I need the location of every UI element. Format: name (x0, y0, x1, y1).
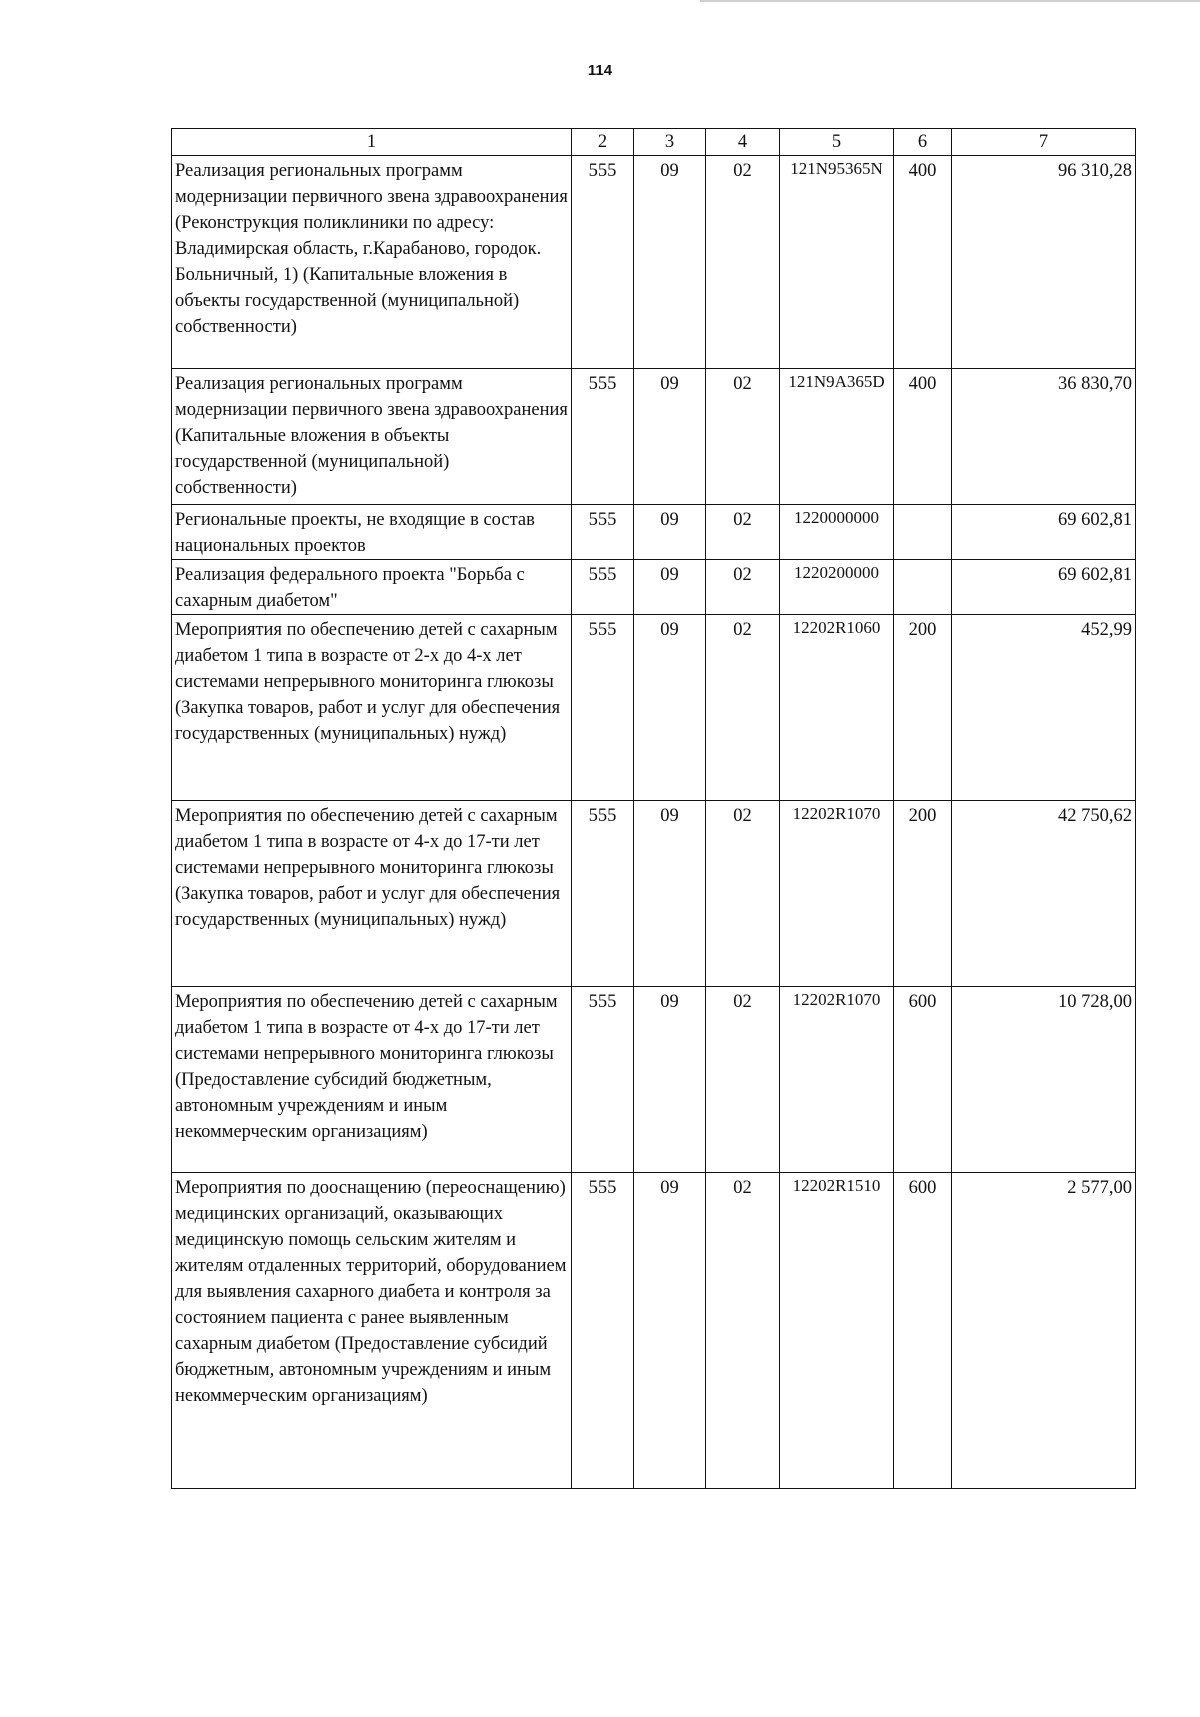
row-cell-7: 69 602,81 (952, 505, 1136, 560)
header-cell-1: 1 (172, 129, 572, 156)
header-cell-4: 4 (706, 129, 780, 156)
row-cell-5: 121N9A365D (780, 369, 894, 505)
row-name-cell: Реализация региональных программ модернизации первичного звена здравоохранения (Капитальные вложения в объекты государственной (муниципальной) собственности) (172, 369, 572, 505)
header-cell-5: 5 (780, 129, 894, 156)
row-cell-3: 09 (634, 1173, 706, 1489)
row-cell-6 (894, 560, 952, 615)
row-cell-5: 121N95365N (780, 156, 894, 369)
row-cell-4: 02 (706, 1173, 780, 1489)
row-cell-7: 36 830,70 (952, 369, 1136, 505)
row-name-cell: Мероприятия по обеспечению детей с сахарным диабетом 1 типа в возрасте от 4-х до 17-ти лет системами непрерывного мониторинга глюкозы (Предоставление субсидий бюджетным, автономным учреждениям и иным некоммерческим организациям) (172, 987, 572, 1173)
row-cell-5: 12202R1510 (780, 1173, 894, 1489)
row-cell-2: 555 (572, 505, 634, 560)
row-cell-4: 02 (706, 801, 780, 987)
row-cell-3: 09 (634, 505, 706, 560)
row-cell-5: 12202R1060 (780, 615, 894, 801)
table-row (172, 505, 1136, 560)
row-cell-4: 02 (706, 560, 780, 615)
header-cell-6: 6 (894, 129, 952, 156)
row-name-cell: Мероприятия по обеспечению детей с сахарным диабетом 1 типа в возрасте от 2-х до 4-х лет системами непрерывного мониторинга глюкозы (Закупка товаров, работ и услуг для обеспечения государственных (муниципальных) нужд) (172, 615, 572, 801)
row-cell-2: 555 (572, 156, 634, 369)
row-cell-7: 10 728,00 (952, 987, 1136, 1173)
row-cell-7: 452,99 (952, 615, 1136, 801)
header-row (172, 129, 1136, 156)
row-cell-6: 200 (894, 615, 952, 801)
header-cell-3: 3 (634, 129, 706, 156)
row-name-cell: Реализация федерального проекта "Борьба с сахарным диабетом" (172, 560, 572, 615)
row-name-cell: Реализация региональных программ модернизации первичного звена здравоохранения (Реконструкция поликлиники по адресу: Владимирская область, г.Карабаново, городок. Больничный, 1) (Капитальные вложения в объекты государственной (муниципальной) собственности) (172, 156, 572, 369)
row-cell-3: 09 (634, 156, 706, 369)
table-row (172, 1173, 1136, 1489)
scan-edge-line (700, 0, 1200, 2)
row-cell-7: 42 750,62 (952, 801, 1136, 987)
row-cell-4: 02 (706, 369, 780, 505)
row-cell-6: 400 (894, 156, 952, 369)
row-cell-2: 555 (572, 801, 634, 987)
row-cell-2: 555 (572, 615, 634, 801)
row-cell-6: 600 (894, 987, 952, 1173)
row-name-cell: Региональные проекты, не входящие в состав национальных проектов (172, 505, 572, 560)
header-cell-7: 7 (952, 129, 1136, 156)
row-cell-5: 1220200000 (780, 560, 894, 615)
row-cell-4: 02 (706, 615, 780, 801)
row-name-cell: Мероприятия по обеспечению детей с сахарным диабетом 1 типа в возрасте от 4-х до 17-ти лет системами непрерывного мониторинга глюкозы (Закупка товаров, работ и услуг для обеспечения государственных (муниципальных) нужд) (172, 801, 572, 987)
row-cell-4: 02 (706, 987, 780, 1173)
table-row (172, 987, 1136, 1173)
row-cell-2: 555 (572, 560, 634, 615)
row-cell-7: 69 602,81 (952, 560, 1136, 615)
row-cell-3: 09 (634, 987, 706, 1173)
row-cell-6: 600 (894, 1173, 952, 1489)
budget-table (171, 128, 1136, 1489)
row-cell-5: 1220000000 (780, 505, 894, 560)
row-cell-7: 2 577,00 (952, 1173, 1136, 1489)
row-cell-2: 555 (572, 369, 634, 505)
row-cell-7: 96 310,28 (952, 156, 1136, 369)
row-cell-6: 200 (894, 801, 952, 987)
row-cell-3: 09 (634, 615, 706, 801)
table-row (172, 560, 1136, 615)
row-cell-2: 555 (572, 1173, 634, 1489)
table-row (172, 615, 1136, 801)
row-cell-3: 09 (634, 369, 706, 505)
row-cell-5: 12202R1070 (780, 987, 894, 1173)
table-row (172, 156, 1136, 369)
header-cell-2: 2 (572, 129, 634, 156)
row-cell-3: 09 (634, 560, 706, 615)
row-cell-6 (894, 505, 952, 560)
row-cell-6: 400 (894, 369, 952, 505)
row-cell-5: 12202R1070 (780, 801, 894, 987)
table-row (172, 801, 1136, 987)
row-cell-4: 02 (706, 505, 780, 560)
page-number: 114 (587, 62, 613, 79)
row-cell-4: 02 (706, 156, 780, 369)
row-name-cell: Мероприятия по дооснащению (переоснащению) медицинских организаций, оказывающих медицинскую помощь сельским жителям и жителям отдаленных территорий, оборудованием для выявления сахарного диабета и контроля за состоянием пациента с ранее выявленным сахарным диабетом (Предоставление субсидий бюджетным, автономным учреждениям и иным некоммерческим организациям) (172, 1173, 572, 1489)
row-cell-3: 09 (634, 801, 706, 987)
row-cell-2: 555 (572, 987, 634, 1173)
table-row (172, 369, 1136, 505)
